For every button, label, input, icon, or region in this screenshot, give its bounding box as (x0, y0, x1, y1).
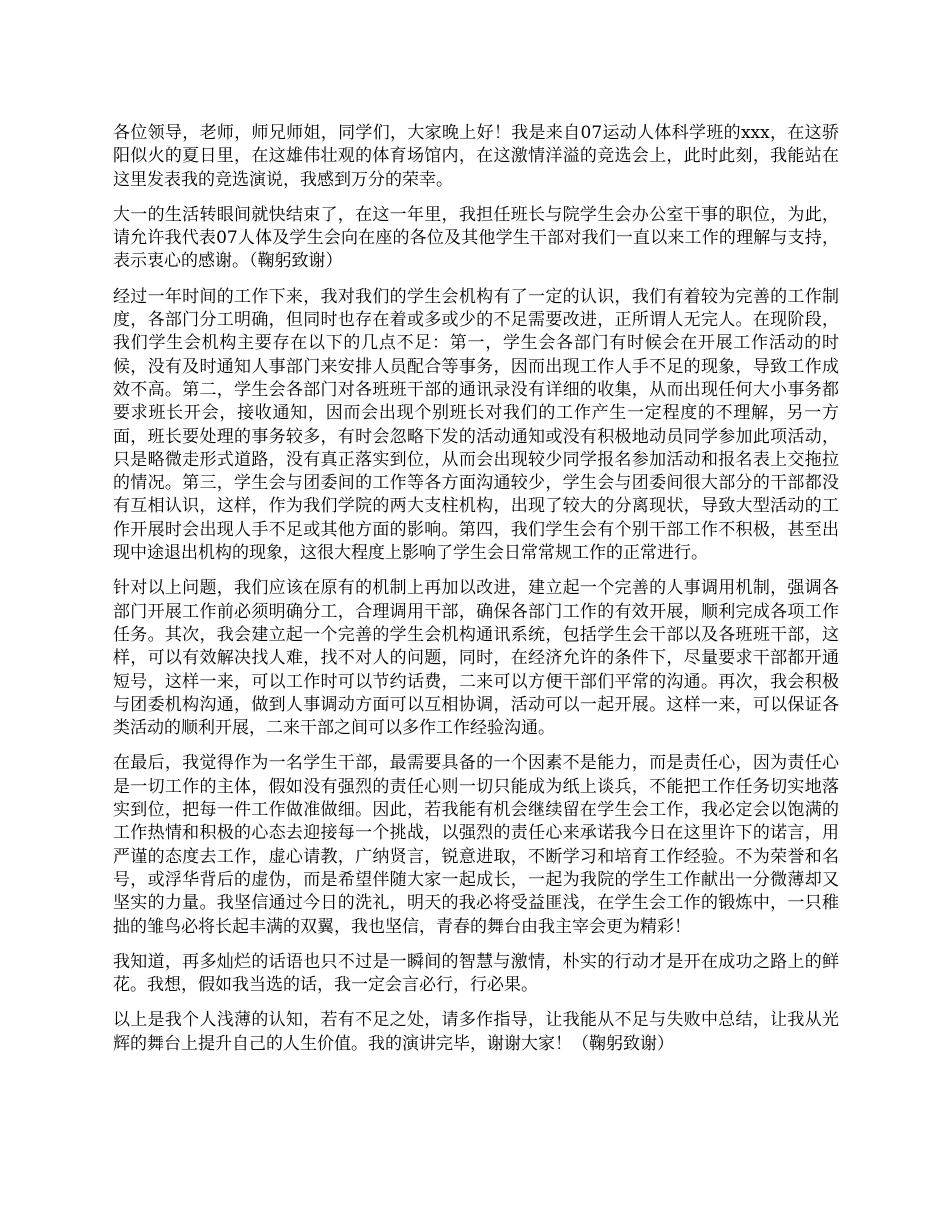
paragraph-action: 我知道，再多灿烂的话语也只不过是一瞬间的智慧与激情，朴实的行动才是开在成功之路上的鲜花。我想，假如我当选的话，我一定会言必行，行必果。 (113, 951, 839, 996)
paragraph-solutions: 针对以上问题，我们应该在原有的机制上再加以改进，建立起一个完善的人事调用机制，强调各部门开展工作前必须明确分工，合理调用干部，确保各部门工作的有效开展，顺利完成各项工作任务。其次，我会建立起一个完善的学生会机构通讯系统，包括学生会干部以及各班班干部，这样，可以有效解决找人难，找不对人的问题，同时，在经济允许的条件下，尽量要求干部都开通短号，这样一来，可以工作时可以节约话费，二来可以方便干部们平常的沟通。再次，我会积极与团委机构沟通，做到人事调动方面可以互相协调，活动可以一起开展。这样一来，可以保证各类活动的顺利开展，二来干部之间可以多作工作经验沟通。 (113, 578, 839, 739)
document-body (113, 122, 839, 1068)
paragraph-problems: 经过一年时间的工作下来，我对我们的学生会机构有了一定的认识，我们有着较为完善的工作制度，各部门分工明确，但同时也存在着或多或少的不足需要改进，正所谓人无完人。在现阶段，我们学生会机构主要存在以下的几点不足：第一，学生会各部门有时候会在开展工作活动的时候，没有及时通知人事部门来安排人员配合等事务，因而出现工作人手不足的现象，导致工作成效不高。第二，学生会各部门对各班班干部的通讯录没有详细的收集，从而出现任何大小事务都要求班长开会，接收通知，因而会出现个别班长对我们的工作产生一定程度的不理解，另一方面，班长要处理的事务较多，有时会忽略下发的活动通知或没有积极地动员同学参加此项活动，只是略微走形式道路，没有真正落实到位，从而会出现较少同学报名参加活动和报名表上交拖拉的情况。第三，学生会与团委间的工作等各方面沟通较少，学生会与团委间很大部分的干部都没有互相认识，这样，作为我们学院的两大支柱机构，出现了较大的分离现状，导致大型活动的工作开展时会出现人手不足或其他方面的影响。第四，我们学生会有个别干部工作不积极，甚至出现中途退出机构的现象，这很大程度上影响了学生会日常常规工作的正常进行。 (113, 286, 839, 564)
paragraph-thanks: 大一的生活转眼间就快结束了，在这一年里，我担任班长与院学生会办公室干事的职位，为此，请允许我代表07人体及学生会向在座的各位及其他学生干部对我们一直以来工作的理解与支持，表示衷心的感谢。（鞠躬致谢） (113, 204, 839, 272)
paragraph-responsibility: 在最后，我觉得作为一名学生干部，最需要具备的一个因素不是能力，而是责任心，因为责任心是一切工作的主体，假如没有强烈的责任心则一切只能成为纸上谈兵，不能把工作任务切实地落实到位，把每一件工作做准做细。因此，若我能有机会继续留在学生会工作，我必定会以饱满的工作热情和积极的心态去迎接每一个挑战，以强烈的责任心来承诺我今日在这里许下的诺言，用严谨的态度去工作，虚心请教，广纳贤言，锐意进取，不断学习和培育工作经验。不为荣誉和名号，或浮华背后的虚伪，而是希望伴随大家一起成长，一起为我院的学生工作献出一分微薄却又坚实的力量。我坚信通过今日的洗礼，明天的我必将受益匪浅，在学生会工作的锻炼中，一只稚拙的雏鸟必将长起丰满的双翼，我也坚信，青春的舞台由我主宰会更为精彩！ (113, 753, 839, 937)
paragraph-closing: 以上是我个人浅薄的认知，若有不足之处，请多作指导，让我能从不足与失败中总结，让我从光辉的舞台上提升自己的人生价值。我的演讲完毕，谢谢大家！（鞠躬致谢） (113, 1010, 839, 1054)
paragraph-greeting: 各位领导，老师，师兄师姐，同学们，大家晚上好！我是来自07运动人体科学班的xxx，在这骄阳似火的夏日里，在这雄伟壮观的体育场馆内，在这激情洋溢的竞选会上，此时此刻，我能站在这里发表我的竞选演说，我感到万分的荣幸。 (113, 123, 839, 190)
